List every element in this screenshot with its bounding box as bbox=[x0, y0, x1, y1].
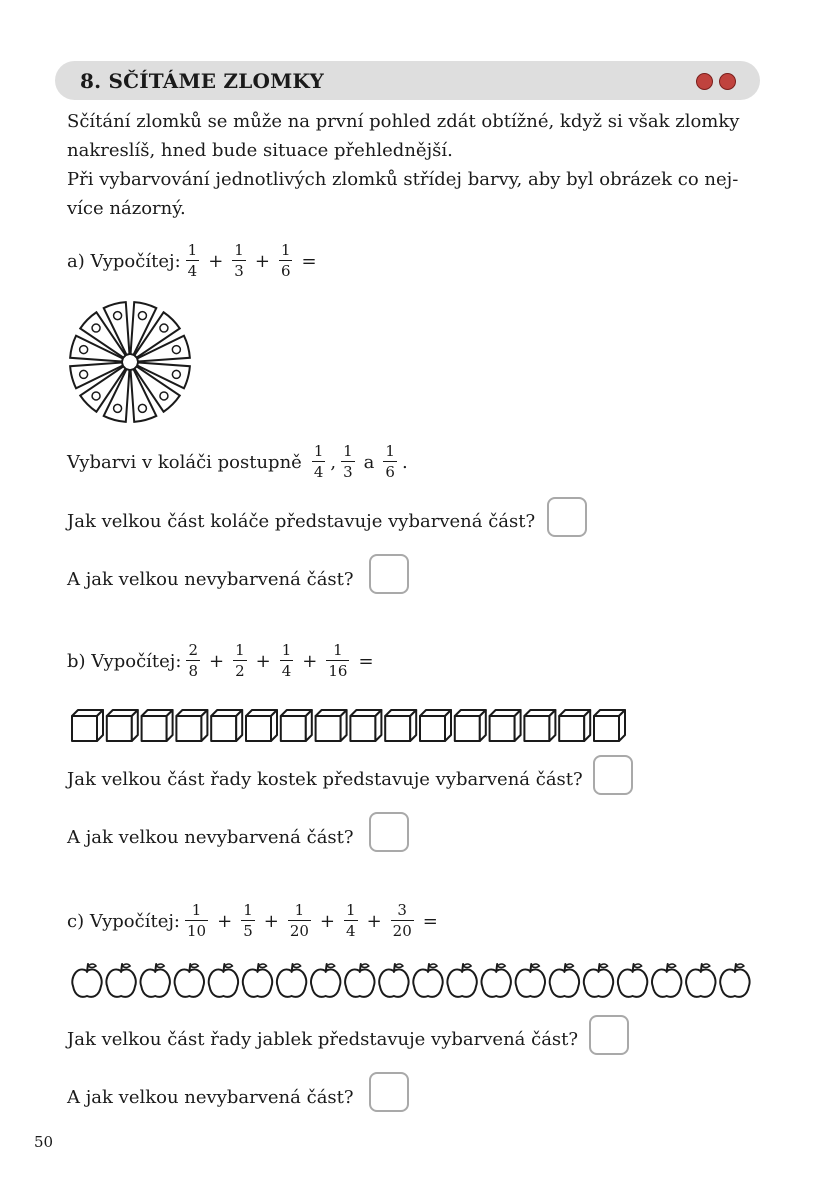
task-c-equation bbox=[67, 903, 442, 939]
denominator: 4 bbox=[346, 922, 356, 940]
plus-sign: + bbox=[263, 910, 279, 932]
denominator: 6 bbox=[385, 463, 395, 481]
cream-swirl-icon bbox=[172, 346, 180, 354]
denominator: 16 bbox=[328, 662, 348, 680]
denominator: 2 bbox=[235, 662, 245, 680]
numerator: 1 bbox=[187, 241, 198, 259]
task-b-equation bbox=[67, 643, 378, 679]
question-colored-part: Jak velkou část koláče představuje vybarvená část? bbox=[67, 511, 536, 532]
cream-swirl-icon bbox=[172, 370, 180, 378]
apple[interactable] bbox=[481, 964, 510, 997]
leaf-icon bbox=[668, 964, 676, 968]
cream-swirl-icon bbox=[138, 312, 146, 320]
numerator: 1 bbox=[243, 901, 253, 919]
answer-box[interactable] bbox=[369, 554, 409, 594]
leaf-icon bbox=[600, 964, 608, 968]
plus-sign: + bbox=[366, 910, 382, 932]
plus-sign: + bbox=[254, 250, 270, 272]
leaf-icon bbox=[259, 964, 267, 968]
cube[interactable] bbox=[524, 710, 555, 741]
leaf-icon bbox=[293, 964, 301, 968]
numerator: 1 bbox=[294, 901, 305, 919]
period: . bbox=[401, 451, 408, 473]
fraction bbox=[344, 903, 358, 939]
leaf-icon bbox=[361, 964, 369, 968]
fraction bbox=[232, 243, 246, 279]
apple[interactable] bbox=[209, 964, 238, 997]
fraction bbox=[186, 243, 200, 279]
question-colored-part: Jak velkou část řady jablek představuje vybarvená část? bbox=[67, 1029, 579, 1050]
fraction bbox=[279, 243, 293, 279]
apple[interactable] bbox=[550, 964, 579, 997]
numerator: 1 bbox=[281, 641, 292, 659]
cream-swirl-icon bbox=[138, 404, 146, 412]
cube[interactable] bbox=[385, 710, 416, 741]
color-instruction bbox=[67, 444, 408, 480]
numerator: 1 bbox=[346, 901, 356, 919]
plus-sign: + bbox=[217, 910, 233, 932]
fraction bbox=[326, 643, 349, 679]
cream-swirl-icon bbox=[160, 324, 168, 332]
question-uncolored-part: A jak velkou nevybarvená část? bbox=[67, 1087, 354, 1108]
denominator: 6 bbox=[280, 262, 291, 280]
denominator: 10 bbox=[187, 922, 207, 940]
answer-box[interactable] bbox=[369, 1072, 409, 1112]
leaf-icon bbox=[463, 964, 471, 968]
numerator: 1 bbox=[385, 442, 395, 460]
numerator: 1 bbox=[313, 442, 324, 460]
apple[interactable] bbox=[106, 964, 135, 997]
fraction bbox=[383, 444, 397, 480]
plus-sign: + bbox=[302, 650, 318, 672]
equals-sign: = bbox=[422, 910, 438, 932]
equals-sign: = bbox=[301, 250, 317, 272]
numerator: 1 bbox=[235, 641, 245, 659]
apple[interactable] bbox=[140, 964, 169, 997]
cube[interactable] bbox=[559, 710, 590, 741]
apple[interactable] bbox=[243, 964, 272, 997]
task-a-label: a) Vypočítej: bbox=[67, 250, 181, 272]
cube[interactable] bbox=[281, 710, 312, 741]
apple[interactable] bbox=[72, 964, 101, 997]
cube[interactable] bbox=[594, 710, 625, 741]
apple[interactable] bbox=[345, 964, 374, 997]
cream-swirl-icon bbox=[160, 392, 168, 400]
cube[interactable] bbox=[211, 710, 242, 741]
fraction bbox=[241, 903, 255, 939]
cube[interactable] bbox=[420, 710, 451, 741]
cube[interactable] bbox=[107, 710, 138, 741]
leaf-icon bbox=[224, 964, 232, 968]
leaf-icon bbox=[88, 964, 96, 968]
question-colored-part: Jak velkou část řady kostek představuje vybarvená část? bbox=[67, 769, 583, 790]
intro-text bbox=[67, 107, 767, 223]
intro-line: nakreslíš, hned bude situace přehlednější. bbox=[67, 140, 453, 161]
leaf-icon bbox=[327, 964, 335, 968]
task-a-equation bbox=[67, 243, 321, 279]
denominator: 5 bbox=[243, 922, 253, 940]
plus-sign: + bbox=[255, 650, 271, 672]
answer-box[interactable] bbox=[593, 755, 633, 795]
fraction bbox=[186, 643, 200, 679]
answer-box[interactable] bbox=[589, 1015, 629, 1055]
cube[interactable] bbox=[176, 710, 207, 741]
difficulty-dot-icon bbox=[696, 73, 713, 90]
plus-sign: + bbox=[208, 650, 225, 672]
answer-box[interactable] bbox=[369, 812, 409, 852]
apple[interactable] bbox=[516, 964, 545, 997]
numerator: 1 bbox=[333, 641, 343, 659]
leaf-icon bbox=[429, 964, 437, 968]
intro-line: Sčítání zlomků se může na první pohled zdát obtížné, když si však zlomky bbox=[67, 111, 740, 132]
question-uncolored-part: A jak velkou nevybarvená část? bbox=[67, 569, 354, 590]
cream-swirl-icon bbox=[92, 392, 100, 400]
cube[interactable] bbox=[350, 710, 381, 741]
apple[interactable] bbox=[379, 964, 408, 997]
apple[interactable] bbox=[311, 964, 340, 997]
equals-sign: = bbox=[358, 650, 374, 672]
denominator: 8 bbox=[188, 662, 198, 680]
apple[interactable] bbox=[652, 964, 681, 997]
page-number: 50 bbox=[34, 1133, 54, 1151]
leaf-icon bbox=[395, 964, 403, 968]
apple-row[interactable] bbox=[70, 962, 752, 998]
cube[interactable] bbox=[72, 710, 103, 741]
cube[interactable] bbox=[490, 710, 521, 741]
task-c-label: c) Vypočítej: bbox=[67, 910, 180, 932]
cube[interactable] bbox=[142, 710, 173, 741]
answer-box[interactable] bbox=[547, 497, 587, 537]
task-b-label: b) Vypočítej: bbox=[67, 650, 182, 672]
plus-sign: + bbox=[208, 250, 224, 272]
numerator: 1 bbox=[234, 241, 244, 259]
numerator: 1 bbox=[191, 901, 202, 919]
apple[interactable] bbox=[277, 964, 306, 997]
leaf-icon bbox=[122, 964, 130, 968]
question-uncolored-part: A jak velkou nevybarvená část? bbox=[67, 827, 354, 848]
leaf-icon bbox=[190, 964, 198, 968]
leaf-icon bbox=[565, 964, 573, 968]
difficulty-dot-icon bbox=[719, 73, 736, 90]
leaf-icon bbox=[634, 964, 642, 968]
fraction bbox=[341, 444, 355, 480]
cube[interactable] bbox=[316, 710, 347, 741]
cake-drawing[interactable] bbox=[68, 300, 192, 424]
leaf-icon bbox=[156, 964, 164, 968]
numerator: 1 bbox=[280, 241, 291, 259]
plus-sign: + bbox=[319, 910, 336, 932]
fraction bbox=[312, 444, 326, 480]
fraction bbox=[391, 903, 414, 939]
cream-swirl-icon bbox=[114, 312, 122, 320]
leaf-icon bbox=[736, 964, 744, 968]
cream-swirl-icon bbox=[92, 324, 100, 332]
instruction-text: Vybarvi v koláči postupně bbox=[67, 451, 302, 473]
cube[interactable] bbox=[246, 710, 277, 741]
cream-swirl-icon bbox=[114, 404, 122, 412]
cream-swirl-icon bbox=[80, 346, 88, 354]
cream-swirl-icon bbox=[80, 370, 88, 378]
denominator: 4 bbox=[281, 662, 292, 680]
leaf-icon bbox=[497, 964, 505, 968]
apple[interactable] bbox=[618, 964, 647, 997]
denominator: 20 bbox=[289, 922, 309, 940]
intro-line: více názorný. bbox=[67, 198, 186, 219]
fraction bbox=[288, 903, 311, 939]
apple[interactable] bbox=[686, 964, 715, 997]
cube[interactable] bbox=[455, 710, 486, 741]
denominator: 3 bbox=[343, 463, 353, 481]
fraction bbox=[233, 643, 247, 679]
numerator: 3 bbox=[397, 901, 407, 919]
numerator: 1 bbox=[343, 442, 353, 460]
apple[interactable] bbox=[447, 964, 476, 997]
section-title: 8. SČÍTÁME ZLOMKY bbox=[80, 69, 324, 93]
apple[interactable] bbox=[413, 964, 442, 997]
apple[interactable] bbox=[175, 964, 204, 997]
numerator: 2 bbox=[188, 641, 198, 659]
and-word: a bbox=[363, 451, 375, 473]
cube-row[interactable] bbox=[70, 708, 626, 748]
denominator: 4 bbox=[187, 262, 198, 280]
intro-line: Při vybarvování jednotlivých zlomků střídej barvy, aby byl obrázek co nej- bbox=[67, 169, 739, 190]
leaf-icon bbox=[702, 964, 710, 968]
denominator: 4 bbox=[313, 463, 324, 481]
apple[interactable] bbox=[584, 964, 613, 997]
denominator: 3 bbox=[234, 262, 244, 280]
comma: , bbox=[330, 451, 337, 473]
apple[interactable] bbox=[720, 964, 749, 997]
fraction bbox=[280, 643, 294, 679]
denominator: 20 bbox=[392, 922, 412, 940]
leaf-icon bbox=[531, 964, 539, 968]
fraction bbox=[185, 903, 208, 939]
